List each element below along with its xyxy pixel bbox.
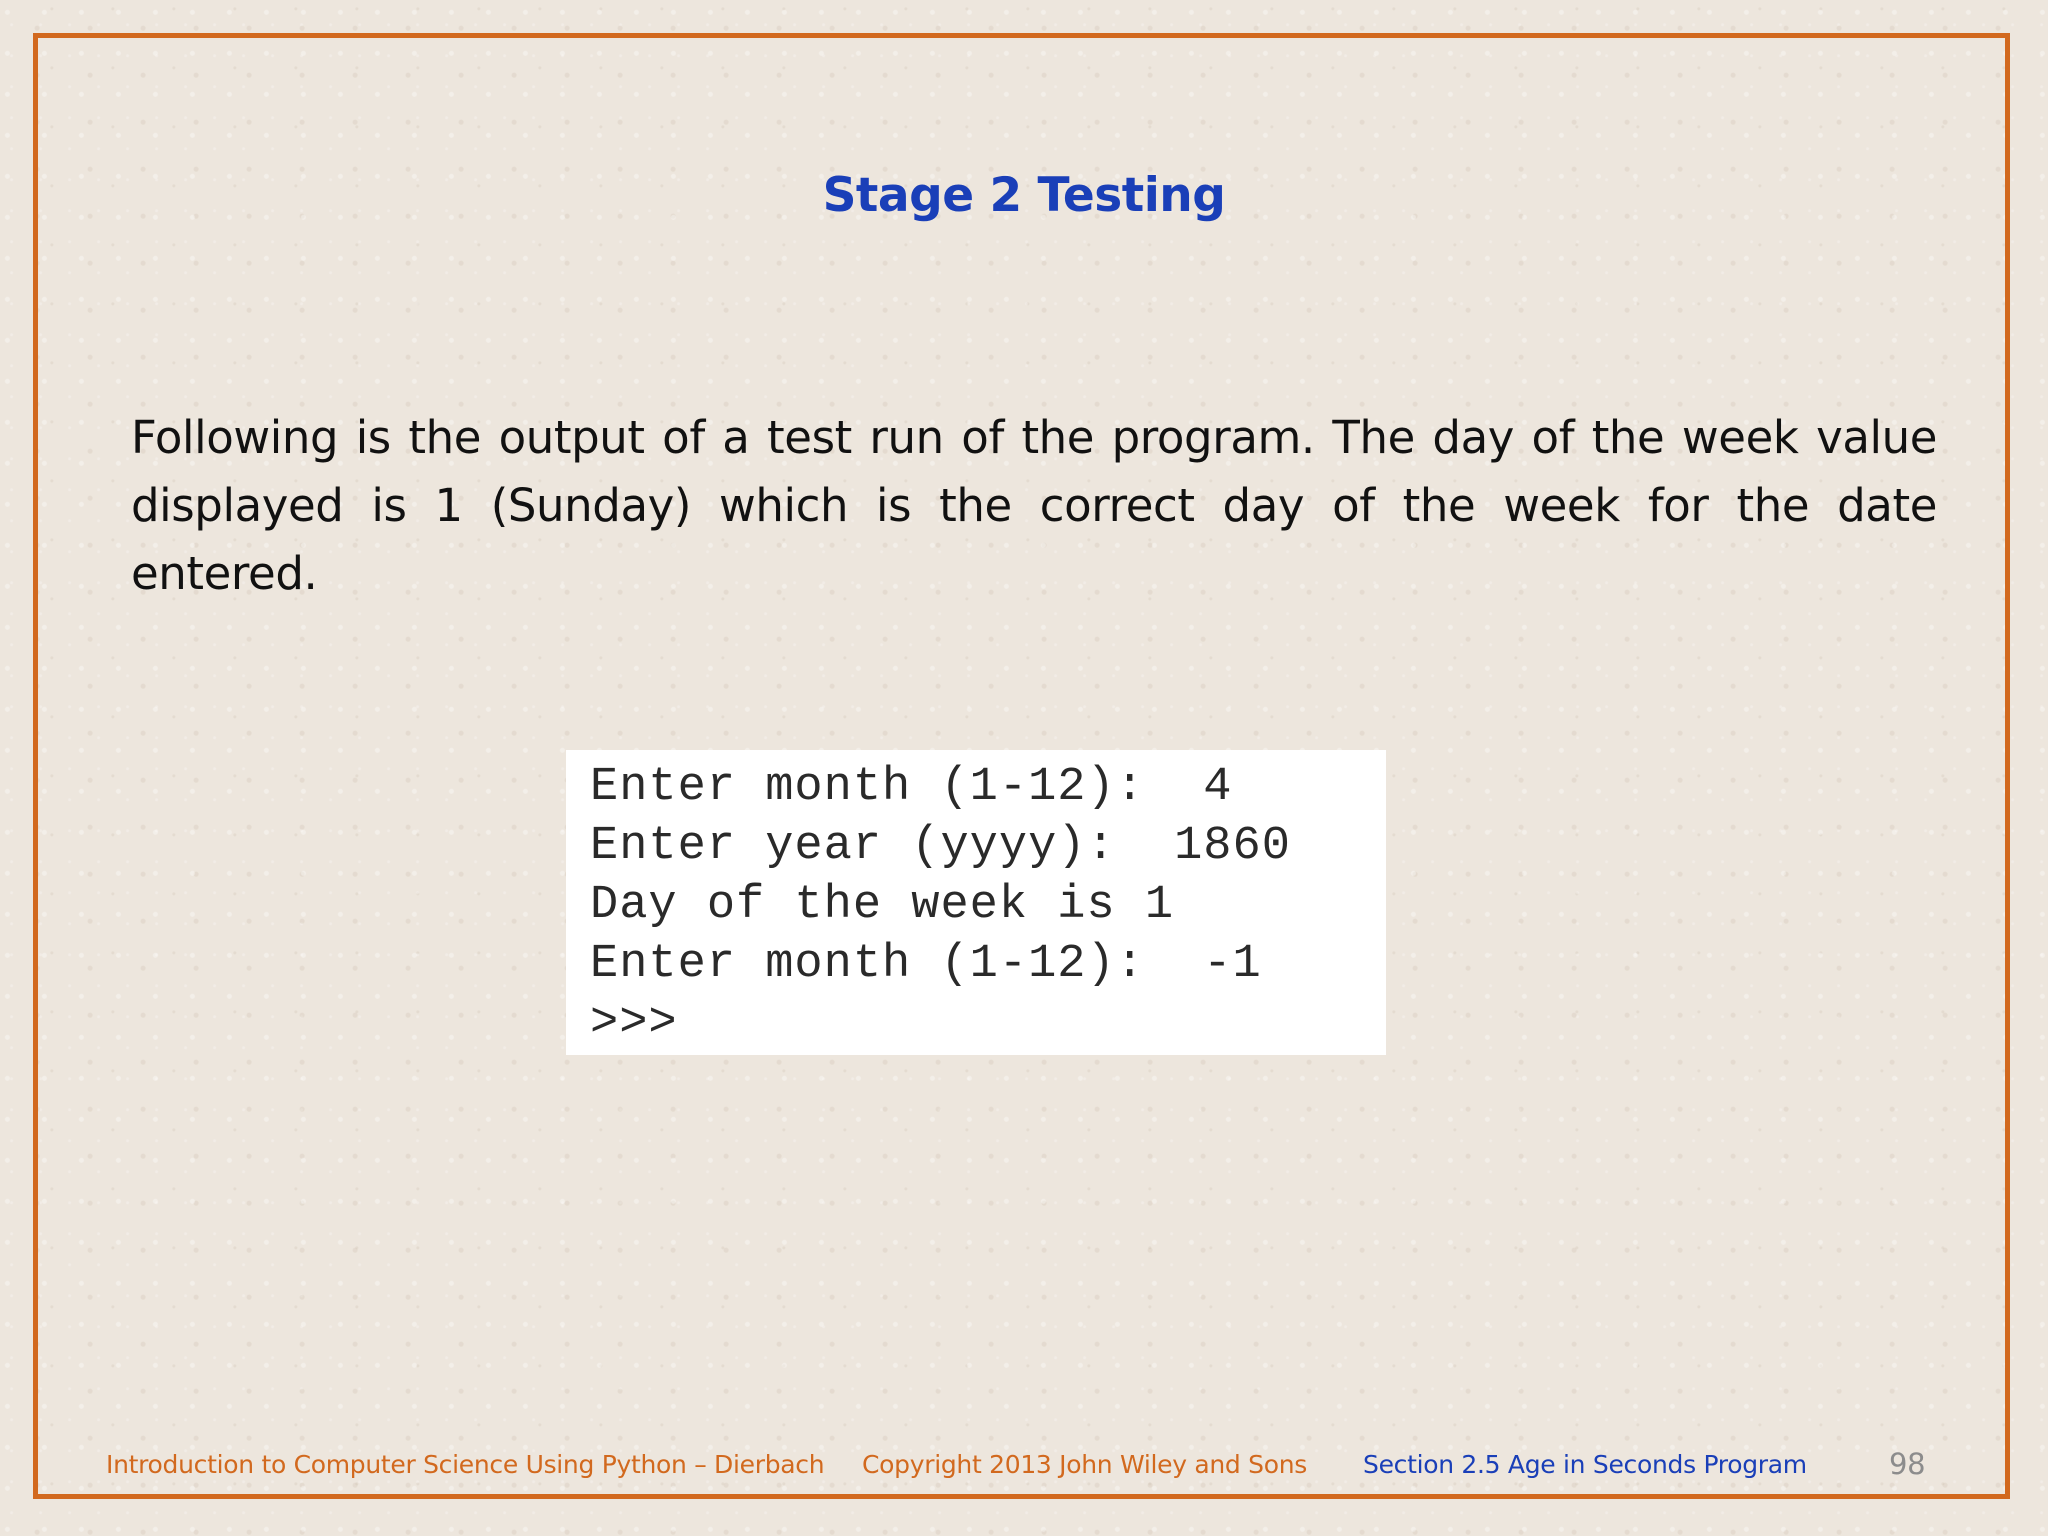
console-line: Enter month (1-12): -1	[590, 938, 1262, 991]
console-prompt: >>>	[590, 997, 678, 1050]
footer-copyright: Copyright 2013 John Wiley and Sons	[862, 1450, 1307, 1479]
page-number: 98	[1889, 1447, 1926, 1481]
footer-section: Section 2.5 Age in Seconds Program	[1363, 1450, 1807, 1479]
console-line: Enter year (yyyy): 1860	[590, 820, 1291, 873]
console-line: Enter month (1-12): 4	[590, 761, 1233, 814]
footer-book-title: Introduction to Computer Science Using Python – Dierbach	[106, 1450, 825, 1479]
slide-title: Stage 2 Testing	[822, 168, 1226, 223]
console-output	[566, 750, 1386, 1055]
slide-body-text: Following is the output of a test run of the program. The day of the week value displayed is 1 (Sunday) which is the correct day of the week for the date entered.	[131, 411, 1937, 600]
console-line: Day of the week is 1	[590, 879, 1175, 932]
